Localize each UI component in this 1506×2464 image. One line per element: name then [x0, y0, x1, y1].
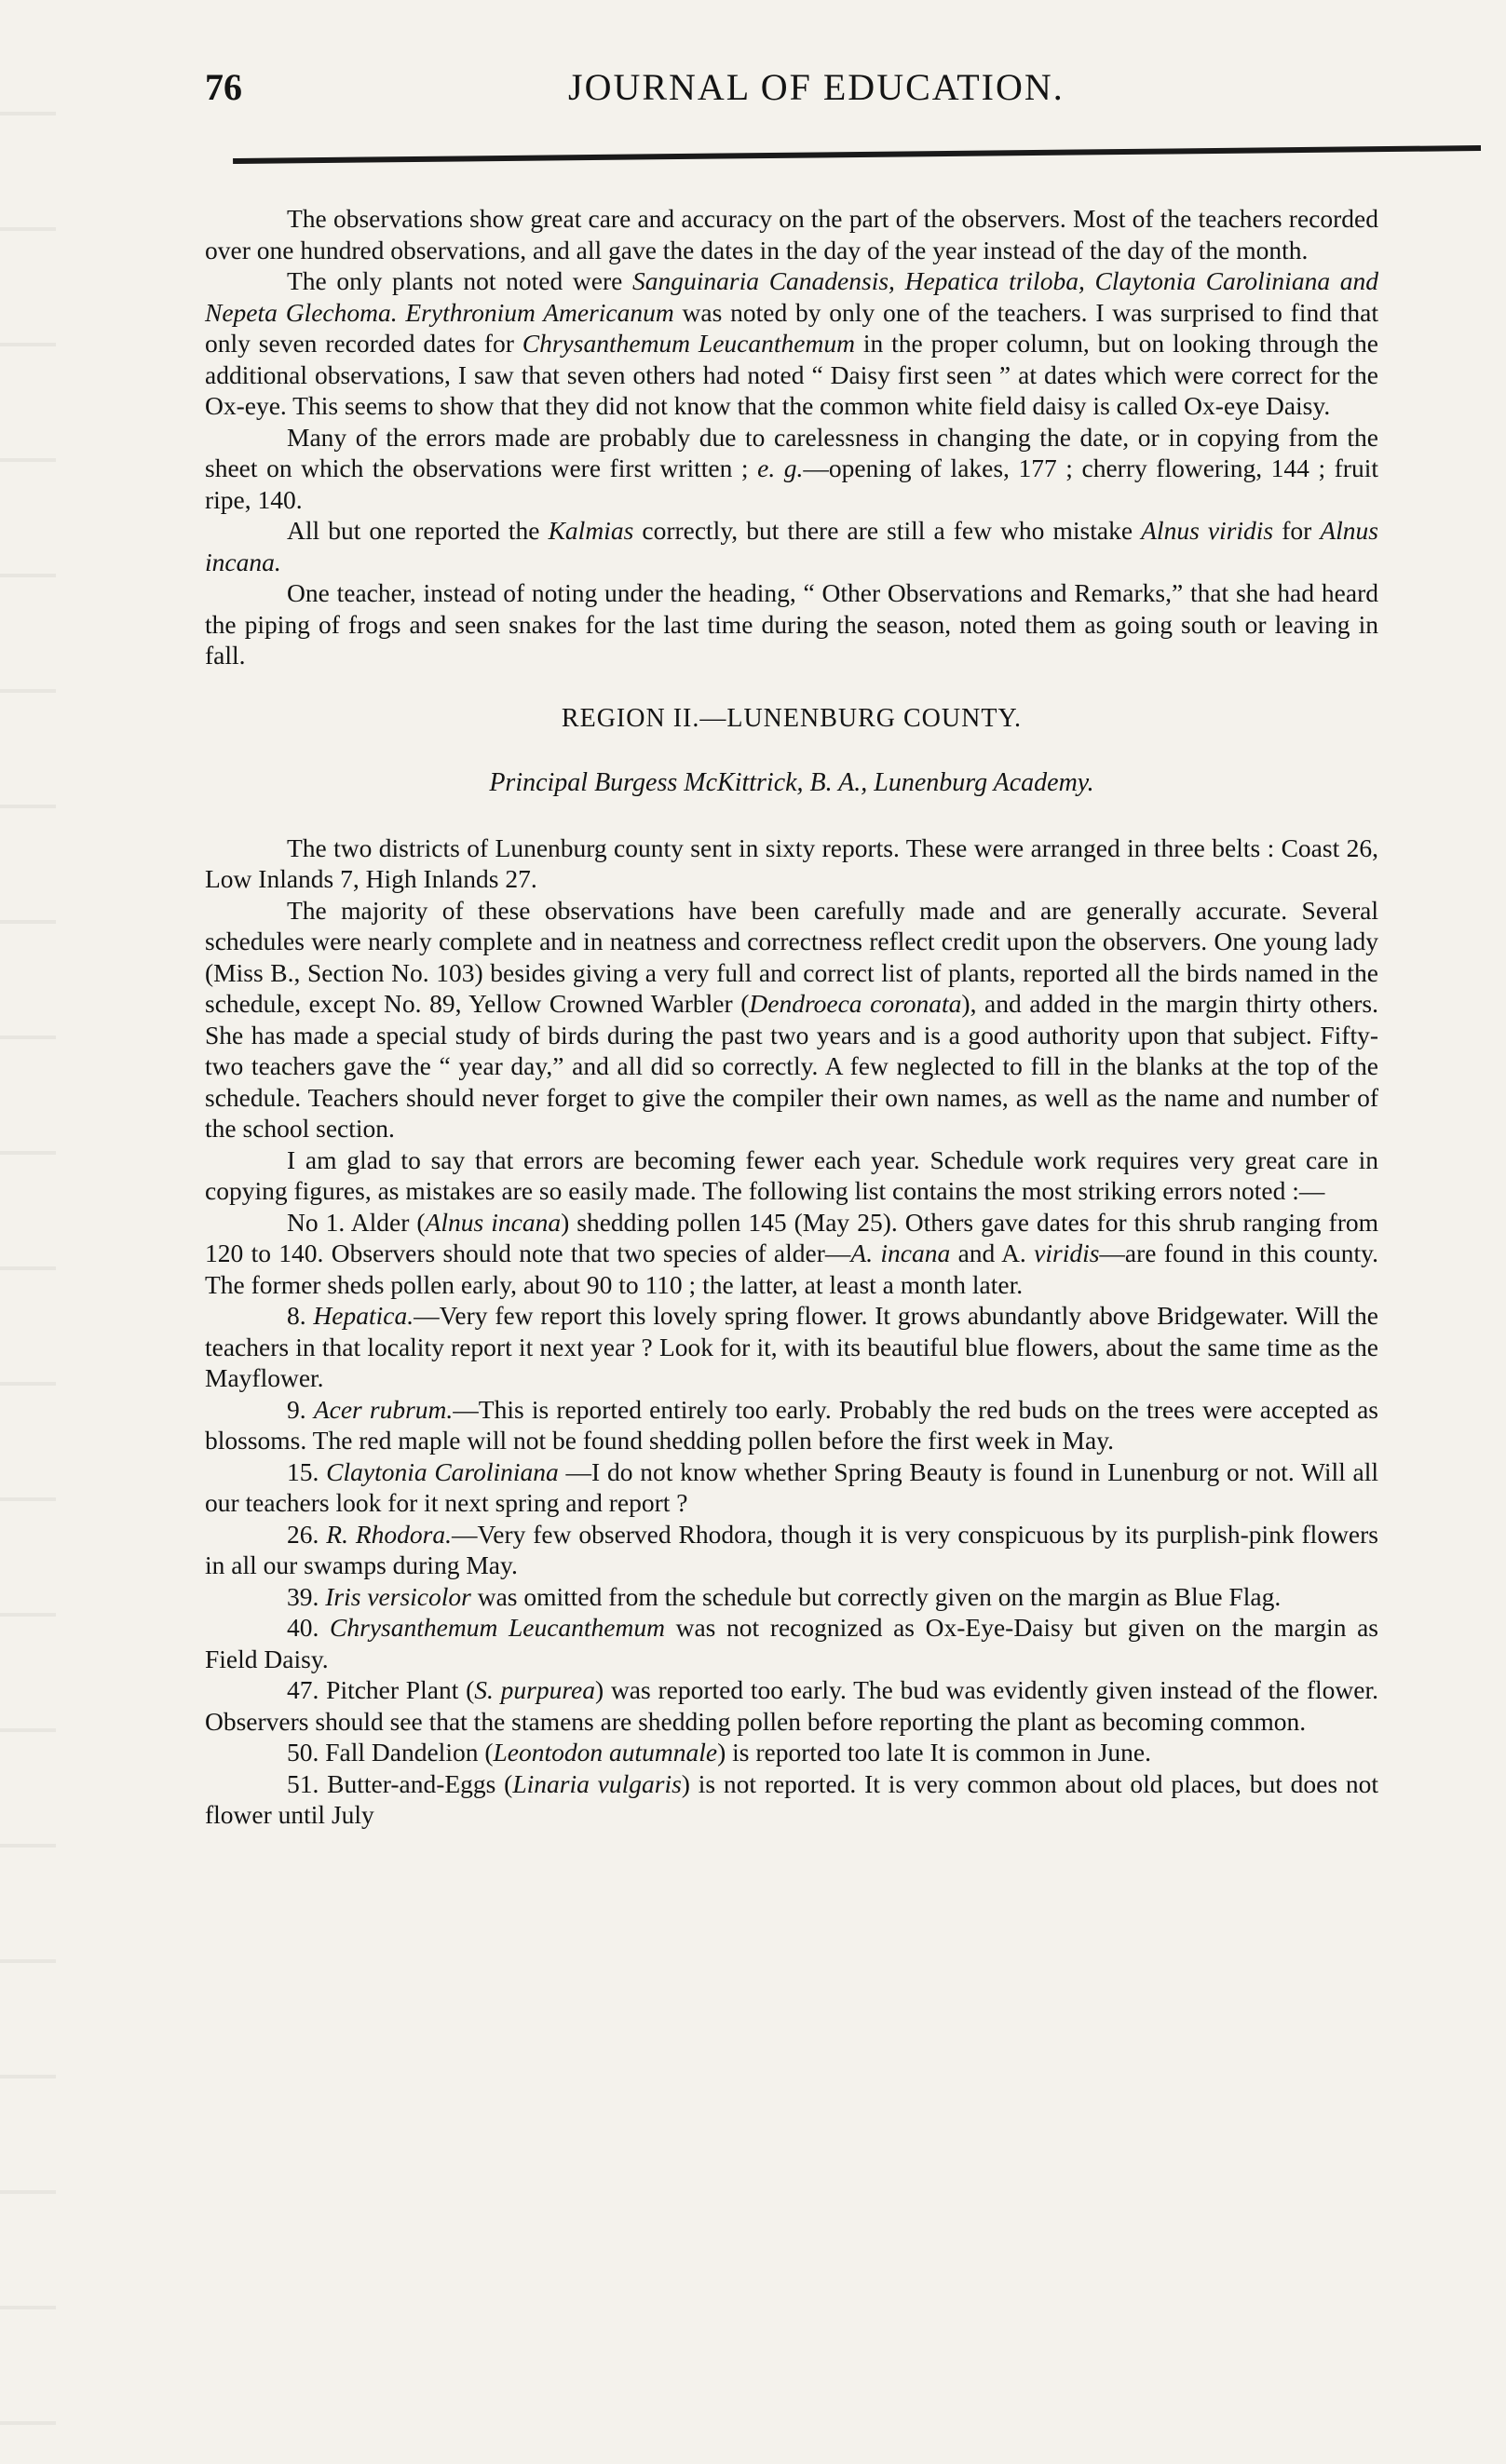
- list-item: [205, 1300, 1378, 1394]
- text-run: ), and added in the margin thirty others. She has made a special study of birds during the past two years and is a good authority upon that subject. Fifty-two teachers gave the “ year day,” and all did so correctly. A few neglected to fill in the blanks at the top of the schedule. Teachers should never forget to give the compiler their own names, as well as the name and number of the school section.: [205, 989, 1378, 1143]
- paragraph: [205, 422, 1378, 516]
- text-run: 9.: [287, 1394, 314, 1424]
- species-name: S. purpurea: [474, 1675, 596, 1704]
- species-name: Alnus incana.: [205, 516, 1378, 576]
- scan-edge: [0, 0, 56, 2464]
- text-run: 50. Fall Dandelion (: [287, 1738, 494, 1767]
- species-name: Claytonia Caroliniana: [326, 1456, 559, 1486]
- abbreviation: e. g.: [757, 454, 804, 482]
- text-run: ) is reported too late It is common in June.: [717, 1738, 1152, 1767]
- text-run: No 1. Alder (: [287, 1207, 426, 1237]
- text-run: 40.: [287, 1613, 331, 1642]
- text-run: 51. Butter-and-Eggs (: [287, 1768, 513, 1798]
- text-run: —opening of lakes, 177 ; cherry flowering, 144 ; fruit ripe, 140.: [205, 454, 1379, 514]
- list-item: [205, 1737, 1378, 1768]
- species-name: Chrysanthemum Leucanthemum: [330, 1613, 665, 1642]
- list-item: [205, 1394, 1378, 1456]
- text-run: was omitted from the schedule but correctly given on the margin as Blue Flag.: [470, 1581, 1282, 1611]
- text-run: was not recognized as Ox-Eye-Daisy but given on the margin as Field Daisy.: [205, 1613, 1378, 1673]
- section-heading: REGION II.—LUNENBURG COUNTY.: [561, 703, 1023, 733]
- paragraph: [205, 515, 1378, 577]
- species-name: Leontodon autumnale: [493, 1738, 718, 1767]
- text-run: —Very few report this lovely spring flower. It grows abundantly above Bridgewater. Will the teachers in that locality report it next year ? Look for it, with its beautiful blue flowers, about the same time as the Mayflower.: [205, 1301, 1379, 1392]
- byline: Principal Burgess McKittrick, B. A., Lunenburg Academy.: [489, 768, 1094, 797]
- species-name: R. Rhodora.: [326, 1519, 452, 1549]
- paragraph: I am glad to say that errors are becoming fewer each year. Schedule work requires very great care in copying figures, as mistakes are so easily made. The following list contains the most striking errors noted :—: [205, 1144, 1378, 1205]
- text-run: Many of the errors made are probably due to carelessness in changing the date, or in copying from the sheet on which the observations were first written ;: [205, 422, 1378, 482]
- text-run: was noted by only one of the teachers. I was surprised to find that only seven recorded dates for: [205, 297, 1379, 358]
- text-run: The only plants not noted were: [287, 266, 633, 295]
- species-name: Alnus viridis: [1141, 516, 1274, 545]
- species-name: Iris versicolor: [325, 1581, 471, 1611]
- text-run: in the proper column, but on looking through the additional observations, I saw that seven others had noted “ Daisy first seen ” at dates which were correct for the Ox-eye. This seems to show that they did not know that the common white field daisy is called Ox-eye Daisy.: [205, 329, 1379, 420]
- page-number: 76: [205, 66, 242, 108]
- species-name: Hepatica.: [313, 1301, 414, 1330]
- text-run: —Very few observed Rhodora, though it is very conspicuous by its purplish-pink flowers in all our swamps during May.: [205, 1519, 1378, 1579]
- text-run: 8.: [287, 1301, 314, 1330]
- species-name: A. incana: [850, 1239, 951, 1267]
- species-name: viridis: [1034, 1239, 1100, 1267]
- list-item: [205, 1581, 1378, 1613]
- species-name: Acer rubrum.: [313, 1394, 454, 1424]
- text-run: 15.: [287, 1456, 327, 1486]
- text-run: 39.: [287, 1581, 326, 1611]
- list-item: [205, 1612, 1378, 1674]
- text-run: for: [1273, 516, 1321, 545]
- list-item: [205, 1519, 1378, 1581]
- text-run: The majority of these observations have been carefully made and are generally accurate. Several schedules were nearly complete and in neatness and correctness reflect credit upon the observers. One young lady (Miss B., Section No. 103) besides giving a very full and correct list of plants, reported all the birds named in the schedule, except No. 89, Yellow Crowned Warbler (: [205, 895, 1378, 1018]
- species-name: Alnus incana: [425, 1207, 562, 1237]
- text-run: —This is reported entirely too early. Probably the red buds on the trees were accepted as blossoms. The red maple will not be found shedding pollen before the first week in May.: [205, 1394, 1378, 1455]
- paragraph: The two districts of Lunenburg county sent in sixty reports. These were arranged in three belts : Coast 26, Low Inlands 7, High Inlands 27.: [205, 833, 1378, 893]
- list-item: [205, 1456, 1378, 1519]
- list-item: [205, 1768, 1378, 1831]
- header-rule: [233, 145, 1481, 164]
- text-run: —are found in this county. The former sheds pollen early, about 90 to 110 ; the latter, at least a month later.: [205, 1239, 1378, 1299]
- paragraph: One teacher, instead of noting under the heading, “ Other Observations and Remarks,” that she had heard the piping of frogs and seen snakes for the last time during the season, noted them as going south or leaving in fall.: [205, 578, 1378, 670]
- text-run: 47. Pitcher Plant (: [287, 1675, 475, 1704]
- species-name: Chrysanthemum Leucanthemum: [522, 329, 855, 358]
- species-name: Kalmias: [548, 516, 634, 545]
- paragraph: The observations show great care and accuracy on the part of the observers. Most of the teachers recorded over one hundred observations, and all gave the dates in the day of the year instead of the day of the month.: [205, 204, 1378, 264]
- text-run: ) was reported too early. The bud was evidently given instead of the flower. Observers should see that the stamens are shedding pollen before reporting the plant as becoming common.: [205, 1675, 1378, 1736]
- article-body: [205, 203, 1378, 1831]
- running-title: JOURNAL OF EDUCATION.: [568, 66, 1065, 108]
- text-run: All but one reported the: [287, 516, 549, 545]
- species-name: Dendroeca coronata: [749, 989, 962, 1018]
- species-name: Linaria vulgaris: [512, 1768, 682, 1798]
- page-header: [205, 65, 1366, 130]
- paragraph: [205, 265, 1378, 422]
- text-run: correctly, but there are still a few who mistake: [633, 516, 1142, 545]
- text-run: 26.: [287, 1519, 327, 1549]
- text-run: —I do not know whether Spring Beauty is found in Lunenburg or not. Will all our teachers look for it next spring and report ?: [205, 1456, 1378, 1517]
- text-run: and A.: [950, 1239, 1035, 1267]
- text-run: ) is not reported. It is very common about old places, but does not flower until July: [205, 1768, 1378, 1829]
- list-item: [205, 1207, 1378, 1301]
- list-item: [205, 1674, 1378, 1737]
- paragraph: [205, 895, 1378, 1144]
- text-run: ) shedding pollen 145 (May 25). Others gave dates for this shrub ranging from 120 to 140. Observers should note that two species of alder—: [205, 1207, 1378, 1267]
- species-names: Sanguinaria Canadensis, Hepatica triloba, Claytonia Caroliniana and Nepeta Glechoma. Erythronium Americanum: [205, 266, 1378, 327]
